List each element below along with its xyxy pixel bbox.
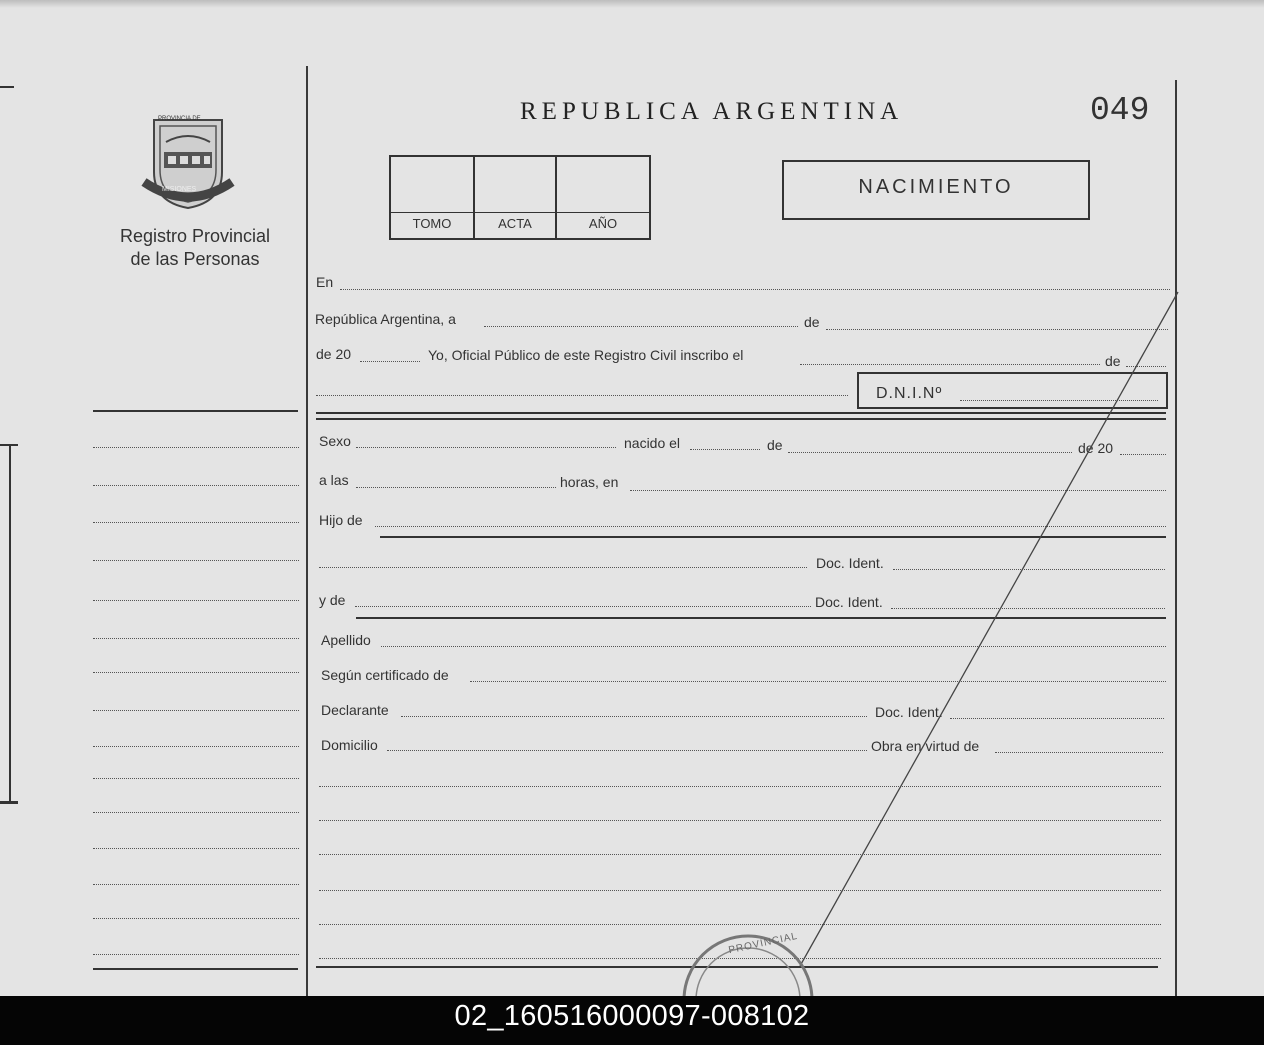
label-oficial: Yo, Oficial Público de este Registro Civil inscribo el xyxy=(428,347,744,363)
seal-text: MISIONES xyxy=(162,186,197,193)
act-type-label: NACIMIENTO xyxy=(858,176,1014,198)
label-en: En xyxy=(316,274,334,290)
label-segun-certificado: Según certificado de xyxy=(321,667,449,683)
label-hijo-de: Hijo de xyxy=(319,512,363,528)
registry-name-line2: de las Personas xyxy=(130,249,260,269)
image-caption: 02_160516000097-008102 xyxy=(0,996,1264,1045)
label-domicilio: Domicilio xyxy=(321,737,378,753)
label-obra-en-virtud: Obra en virtud de xyxy=(871,738,980,754)
label-y-de: y de xyxy=(319,592,346,608)
label-a-las: a las xyxy=(319,472,349,488)
label-de: de xyxy=(1105,353,1121,369)
seal-top-text: PROVINCIA DE xyxy=(158,116,201,122)
page-title: REPUBLICA ARGENTINA xyxy=(520,98,904,125)
anio-label: AÑO xyxy=(588,216,618,231)
label-de-20: de 20 xyxy=(316,346,352,362)
label-apellido: Apellido xyxy=(321,632,371,648)
acta-label: ACTA xyxy=(498,216,532,231)
label-doc-ident: Doc. Ident. xyxy=(815,594,883,610)
tomo-label: TOMO xyxy=(412,216,452,231)
label-de-20: de 20 xyxy=(1078,440,1114,456)
label-doc-ident: Doc. Ident. xyxy=(816,555,884,571)
registry-name-line1: Registro Provincial xyxy=(119,226,271,246)
label-declarante: Declarante xyxy=(321,702,389,718)
label-de: de xyxy=(767,437,783,453)
official-stamp-icon xyxy=(668,930,828,996)
label-sexo: Sexo xyxy=(319,433,351,449)
label-horas: horas, en xyxy=(560,474,619,490)
stamp-text: PROVINCIAL xyxy=(727,930,799,957)
label-nacido: nacido el xyxy=(624,435,681,451)
label-doc-ident: Doc. Ident. xyxy=(875,704,943,720)
folio-number: 049 xyxy=(1090,92,1150,129)
label-de: de xyxy=(804,314,820,330)
label-dni: D.N.I.Nº xyxy=(876,385,943,402)
label-republica: República Argentina, a xyxy=(315,311,456,327)
